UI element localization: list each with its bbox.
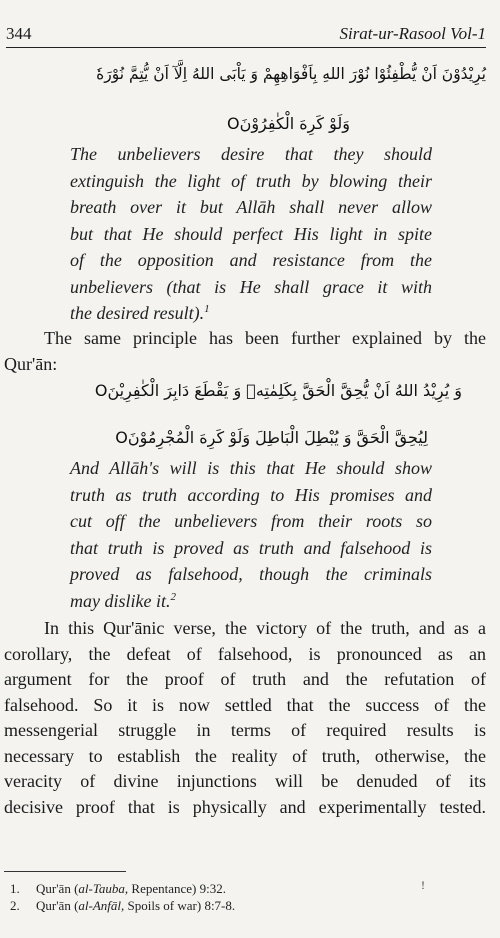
translation-line: The unbelievers desire that they should bbox=[70, 144, 432, 164]
paragraph-line: veracity of divine injunctions will be denuded of its bbox=[4, 771, 486, 791]
paragraph-line: In this Qur'ānic verse, the victory of the truth, and as a bbox=[44, 618, 486, 638]
footnote-surah: al-Tauba, bbox=[78, 881, 129, 896]
footnote-text: Repentance) 9:32. bbox=[128, 881, 226, 896]
translation-line: may dislike it. bbox=[70, 590, 171, 611]
translation-line: And Allāh's will is this that He should show bbox=[70, 458, 432, 478]
footnote-text: Qur'ān ( bbox=[36, 881, 79, 896]
footnote-2 bbox=[10, 897, 235, 914]
translation-line: unbelievers (that is He shall grace it with bbox=[70, 276, 432, 297]
paragraph-2 bbox=[4, 616, 486, 820]
footnote-number: 2. bbox=[10, 898, 20, 913]
arabic-verse-2-line-2: لِيُحِقَّ الْحَقَّ وَ يُبْطِلَ الْبَاطِلَ وَلَوْ كَرِهَ الْمُجْرِمُوْنَO bbox=[115, 428, 428, 447]
arabic-verse-2-line-1: وَ يُرِيْدُ اللهُ اَنْ يُّحِقَّ الْحَقَّ بِكَلِمٰتِهٖ وَ يَقْطَعَ دَابِرَ الْكٰفِرِيْنَO bbox=[94, 381, 462, 400]
page-number: 344 bbox=[6, 24, 32, 43]
footnote-surah: al-Anfāl, bbox=[78, 898, 125, 913]
footnote-number: 1. bbox=[10, 881, 20, 896]
footnotes bbox=[10, 880, 235, 914]
footnote-text: Qur'ān ( bbox=[36, 898, 79, 913]
footnote-text: Spoils of war) 8:7-8. bbox=[124, 898, 236, 913]
margin-mark: ! bbox=[421, 878, 425, 892]
paragraph-line: falsehood. So it is now settled that the success of the bbox=[4, 694, 486, 715]
paragraph-line: Qur'ān: bbox=[4, 353, 58, 374]
footnote-rule bbox=[4, 871, 126, 872]
translation-line: truth as truth according to His promises and bbox=[70, 484, 432, 505]
page-header bbox=[6, 24, 486, 46]
footnote-ref-2[interactable]: 2 bbox=[170, 590, 176, 603]
paragraph-line: The same principle has been further explained by the bbox=[44, 328, 486, 348]
paragraph-line: argument for the proof of truth and the refutation of bbox=[4, 669, 486, 689]
translation-line: but that He should perfect His light in spite bbox=[70, 223, 432, 244]
translation-line: cut off the unbelievers from their roots so bbox=[70, 511, 432, 531]
paragraph-1 bbox=[4, 326, 486, 377]
paragraph-line: decisive proof that is physically and experimentally tested. bbox=[4, 796, 486, 817]
paragraph-line: necessary to establish the reality of truth, otherwise, the bbox=[4, 745, 486, 766]
footnote-ref-1[interactable]: 1 bbox=[204, 303, 210, 315]
translation-line: proved as falsehood, though the criminals bbox=[70, 564, 432, 584]
translation-line: breath over it but Allāh shall never allow bbox=[70, 197, 432, 217]
translation-line: extinguish the light of truth by blowing their bbox=[70, 170, 432, 191]
translation-verse-1 bbox=[70, 141, 432, 327]
footnote-1 bbox=[10, 880, 235, 897]
arabic-verse-1-line-1: يُرِيْدُوْنَ اَنْ يُّطْفِئُوْا نُوْرَ اللهِ بِاَفْوَاهِهِمْ وَ يَاْبَى اللهُ اِلَّآ اَنْ يُّتِمَّ نُوْرَهٗ bbox=[96, 65, 486, 83]
arabic-verse-1-line-2: وَلَوْ كَرِهَ الْكٰفِرُوْنَO bbox=[226, 114, 350, 133]
running-title: Sirat-ur-Rasool Vol-1 bbox=[339, 24, 486, 43]
paragraph-line: corollary, the defeat of falsehood, is pronounced as an bbox=[4, 643, 486, 664]
translation-line: that truth is proved as truth and falsehood is bbox=[70, 537, 432, 558]
translation-verse-2 bbox=[70, 455, 432, 614]
header-rule bbox=[6, 47, 486, 48]
translation-line: of the opposition and resistance from the bbox=[70, 250, 432, 270]
paragraph-line: messengerial struggle in terms of required results is bbox=[4, 720, 486, 740]
translation-line: the desired result). bbox=[70, 303, 205, 323]
